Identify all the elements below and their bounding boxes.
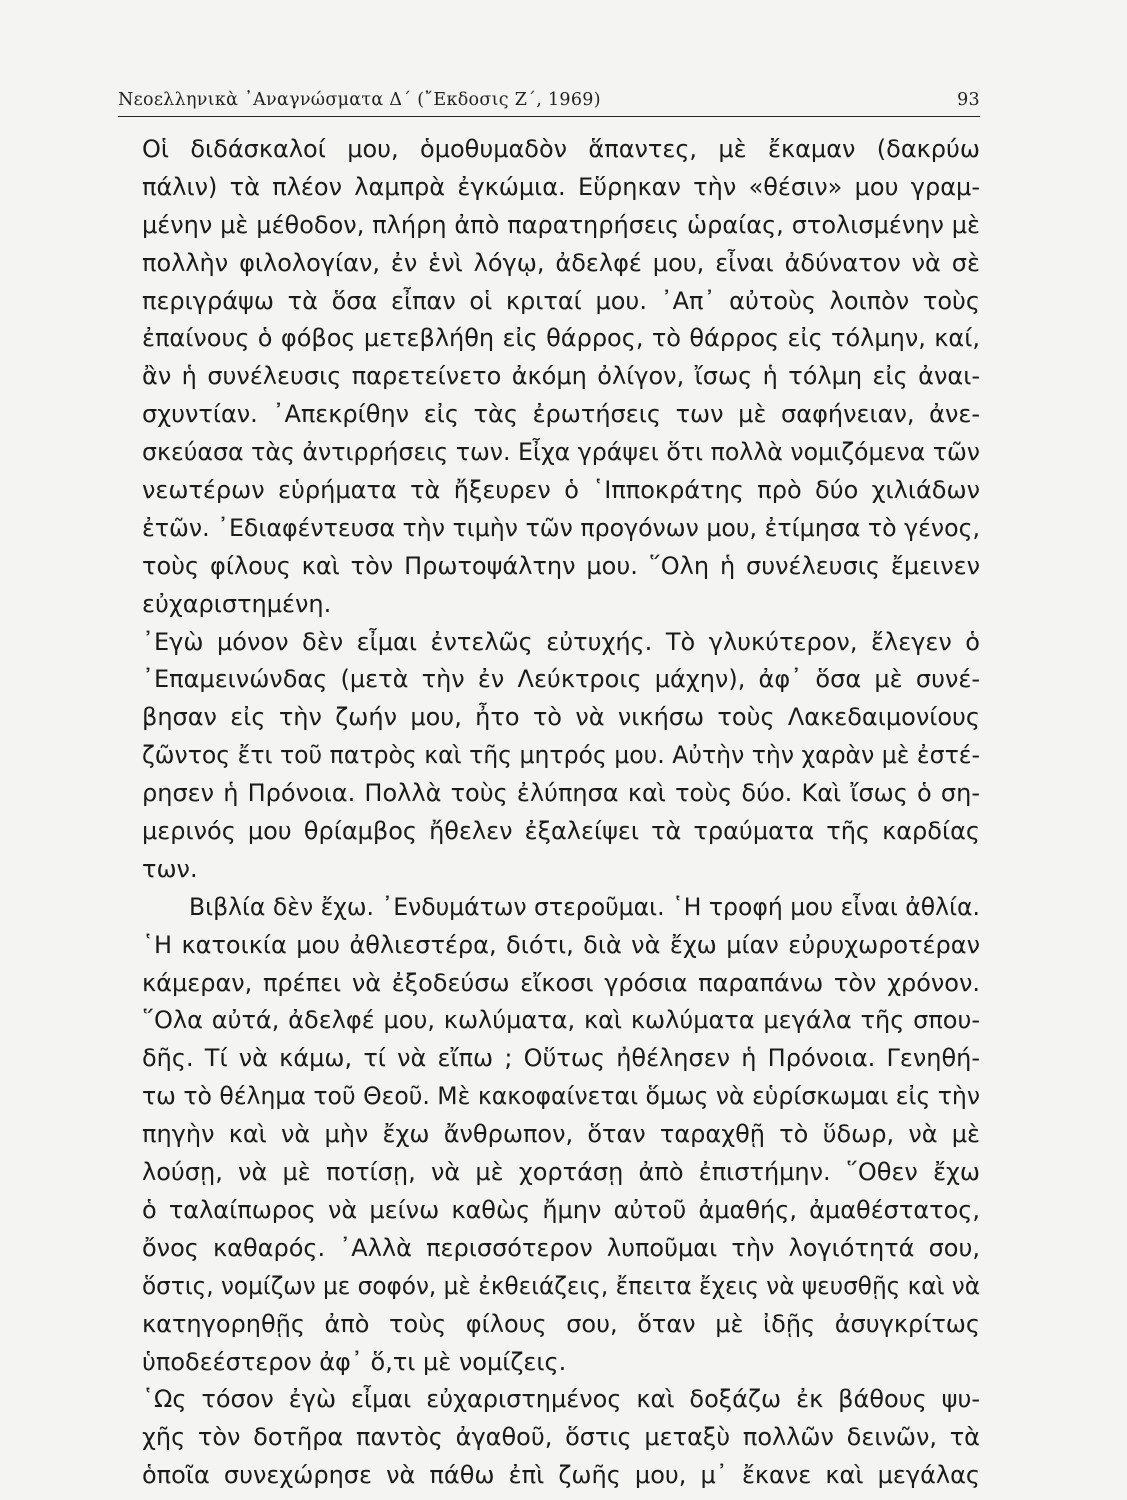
text-line: σκεύασα τὰς ἀντιρρήσεις των. Εἶχα γράψει ὅτι πολλὰ νομιζόμενα τῶν [142, 438, 980, 467]
text-line: πάλιν) τὰ πλέον λαμπρὰ ἐγκώμια. Εὕρηκαν τὴν «θέσιν» μου γραμ- [142, 172, 980, 201]
header-title: Νεοελληνικὰ ᾿Αναγνώσματα Δ΄ (῎Εκδοσις Ζ΄, 1969) [118, 90, 601, 110]
text-line: Βιβλία δὲν ἔχω. ᾿Ενδυμάτων στεροῦμαι. ῾Η τροφή μου εἶναι ἀθλία. [189, 892, 980, 921]
text-line: πηγὴν καὶ νὰ μὴν ἔχω ἄνθρωπον, ὅταν ταραχθῇ τὸ ὕδωρ, νὰ μὲ [142, 1120, 980, 1149]
text-line: ῾Ως τόσον ἐγὼ εἶμαι εὐχαριστημένος καὶ δοξάζω ἐκ βάθους ψυ- [142, 1385, 980, 1414]
text-line: ῾Η κατοικία μου ἀθλιεστέρα, διότι, διὰ νὰ ἔχω μίαν εὐρυχωροτέραν [142, 930, 980, 959]
text-line: ᾿Εγὼ μόνον δὲν εἶμαι ἐντελῶς εὐτυχής. Τὸ γλυκύτερον, ἔλεγεν ὁ [142, 627, 980, 656]
text-line: κάμεραν, πρέπει νὰ ἐξοδεύσω εἴκοσι γρόσια παραπάνω τὸν χρόνον. [142, 968, 980, 997]
text-line: ὅστις, νομίζων με σοφόν, μὲ ἐκθειάζεις, ἔπειτα ἔχεις νὰ ψευσθῇς καὶ νὰ [142, 1271, 980, 1300]
text-line: σχυντίαν. ᾿Απεκρίθην εἰς τὰς ἐρωτήσεις των μὲ σαφήνειαν, ἀνε- [142, 400, 980, 429]
text-line: ὁ ταλαίπωρος νὰ μείνω καθὼς ἤμην αὐτοῦ ἀμαθής, ἀμαθέστατος, [142, 1195, 980, 1224]
page-number: 93 [957, 90, 980, 110]
text-line: ζῶντος ἔτι τοῦ πατρὸς καὶ τῆς μητρός μου. Αὐτὴν τὴν χαρὰν μὲ ἐστέ- [142, 741, 980, 770]
text-line: πολλὴν φιλολογίαν, ἐν ἑνὶ λόγῳ, ἀδελφέ μου, εἶναι ἀδύνατον νὰ σὲ [142, 248, 980, 277]
text-line: κατηγορηθῇς ἀπὸ τοὺς φίλους σου, ὅταν μὲ ἰδῇς ἀσυγκρίτως [142, 1309, 980, 1338]
text-line: εὐχαριστημένη. [142, 589, 332, 618]
text-line: ὁποῖα συνεχώρησε νὰ πάθω ἐπὶ ζωῆς μου, μ᾿ ἔκανε καὶ μεγάλας [142, 1461, 980, 1490]
text-line: ἂν ἡ συνέλευσις παρετείνετο ἀκόμη ὀλίγον, ἴσως ἡ τόλμη εἰς ἀναι- [142, 362, 980, 391]
text-line: Οἱ διδάσκαλοί μου, ὁμοθυμαδὸν ἅπαντες, μὲ ἔκαμαν (δακρύω [142, 135, 980, 163]
text-line: περιγράψω τὰ ὅσα εἶπαν οἱ κριταί μου. ᾿Απ᾿ αὐτοὺς λοιπὸν τοὺς [142, 286, 980, 315]
text-line: ρησεν ἡ Πρόνοια. Πολλὰ τοὺς ἐλύπησα καὶ τοὺς δύο. Καὶ ἴσως ὁ ση- [142, 779, 980, 808]
text-line: ἐπαίνους ὁ φόβος μετεβλήθη εἰς θάρρος, τὸ θάρρος εἰς τόλμην, καί, [142, 324, 980, 353]
text-line: ῞Ολα αὐτά, ἀδελφέ μου, κωλύματα, καὶ κωλύματα μεγάλα τῆς σπου- [142, 1006, 980, 1035]
text-line: μένην μὲ μέθοδον, πλήρη ἀπὸ παρατηρήσεις ὡραίας, στολισμένην μὲ [142, 210, 980, 239]
text-line: βησαν εἰς τὴν ζωήν μου, ἦτο τὸ νὰ νικήσω τοὺς Λακεδαιμονίους [142, 703, 980, 732]
text-line: νεωτέρων εὑρήματα τὰ ἤξευρεν ὁ ῾Ιπποκράτης πρὸ δύο χιλιάδων [142, 476, 980, 505]
text-line: χῆς τὸν δοτῆρα παντὸς ἀγαθοῦ, ὅστις μεταξὺ πολλῶν δεινῶν, τὰ [142, 1423, 980, 1452]
text-line: μερινός μου θρίαμβος ἤθελεν ἐξαλείψει τὰ τραύματα τῆς καρδίας [142, 817, 980, 846]
text-line: δῆς. Τί νὰ κάμω, τί νὰ εἴπω ; Οὕτως ἠθέλησεν ἡ Πρόνοια. Γενηθή- [142, 1044, 980, 1073]
text-line: ἐτῶν. ᾿Εδιαφέντευσα τὴν τιμὴν τῶν προγόνων μου, ἐτίμησα τὸ γένος, [142, 513, 980, 542]
text-line: των. [142, 854, 198, 883]
running-header [118, 84, 980, 117]
body-text [142, 131, 980, 1495]
text-line: ᾿Επαμεινώνδας (μετὰ τὴν ἐν Λεύκτροις μάχην), ἀφ᾿ ὅσα μὲ συνέ- [142, 665, 980, 694]
text-line: λούσῃ, νὰ μὲ ποτίσῃ, νὰ μὲ χορτάσῃ ἀπὸ ἐπιστήμην. ῞Οθεν ἔχω [142, 1158, 980, 1187]
text-line: τω τὸ θέλημα τοῦ Θεοῦ. Μὲ κακοφαίνεται ὅμως νὰ εὑρίσκωμαι εἰς τὴν [142, 1082, 980, 1111]
text-line: ὄνος καθαρός. ᾿Αλλὰ περισσότερον λυποῦμαι τὴν λογιότητά σου, [142, 1233, 980, 1262]
text-line: τοὺς φίλους καὶ τὸν Πρωτοψάλτην μου. ῞Ολη ἡ συνέλευσις ἔμεινεν [142, 551, 980, 580]
text-line: ὑποδεέστερον ἀφ᾿ ὅ,τι μὲ νομίζεις. [142, 1347, 567, 1376]
